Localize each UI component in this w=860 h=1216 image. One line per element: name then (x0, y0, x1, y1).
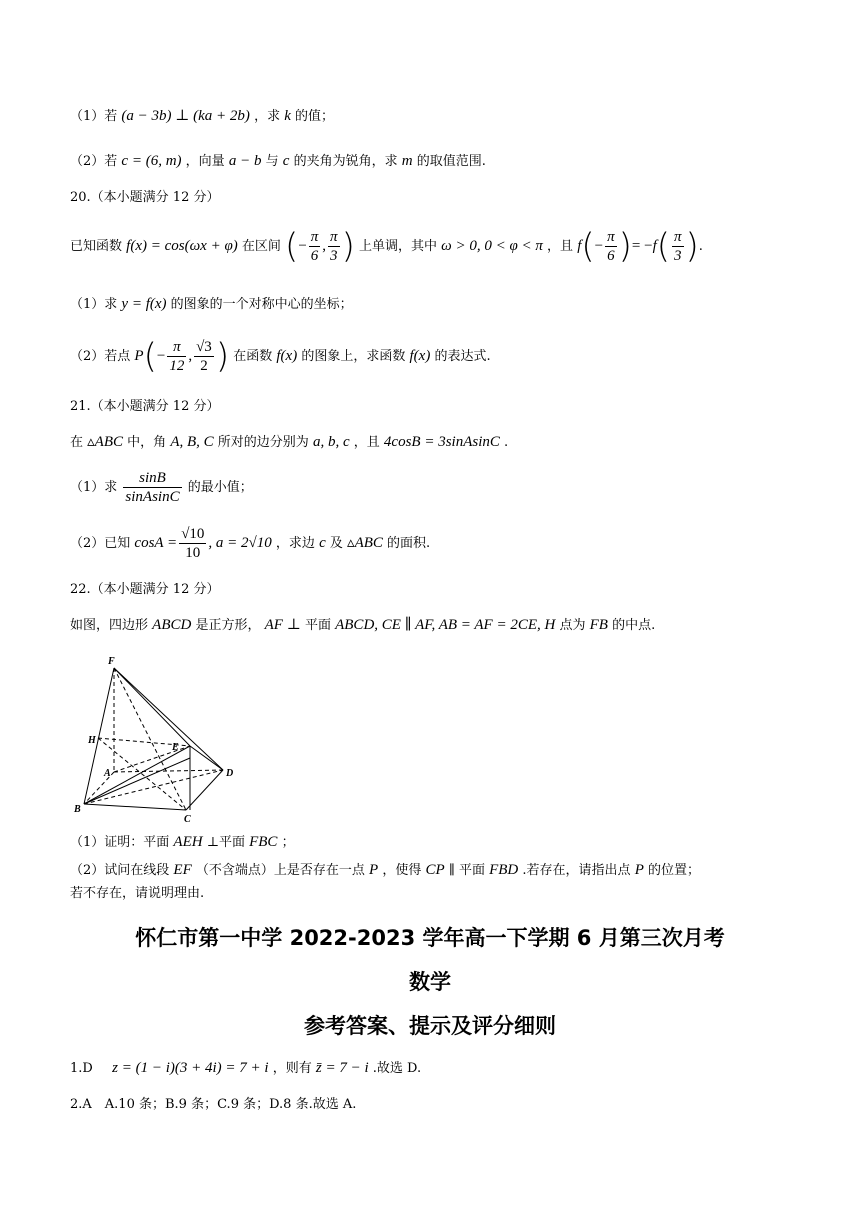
q22-stem: 如图，四边形 ABCD 是正方形， AF ⊥ 平面 ABCD, CE ∥ AF, AB = AF = 2CE, H 点为 FB 的中点. (70, 617, 656, 633)
label-E: E (172, 742, 179, 753)
label-F: F (108, 656, 115, 667)
label-D: D (226, 768, 234, 779)
q22-part1: （1）证明：平面 AEH ⊥平面 FBC ； (70, 834, 295, 850)
q19-part1: （1）若 (a − 3b) ⊥ (ka + 2b) ，求 k 的值； (70, 108, 335, 124)
q21-header: 21.（本小题满分 12 分） (70, 399, 220, 414)
q22-part2: （2）试问在线段 EF （不含端点）上是否存在一点 P ，使得 CP ∥ 平面 FBD .若存在，请指出点 P 的位置； (70, 862, 701, 878)
q20-part2: （2）若点 P(− $\frac{\pi}{12}$ , $\frac{√3}{2}$ ) 在函数 f(x) 的图象上，求函数 f(x) 的表达式. (70, 336, 491, 377)
q20-part1: （1）求 y = f(x) 的图象的一个对称中心的坐标； (70, 296, 353, 312)
answers-subject: 数学 (409, 970, 451, 994)
q19-part2: （2）若 c = (6, m) ，向量 a − b 与 c 的夹角为锐角，求 m 的取值范围. (70, 153, 486, 169)
q21-stem: 在 ▵ABC 中，角 A, B, C 所对的边分别为 a, b, c ，且 4cosB = 3sinAsinC . (70, 434, 509, 450)
q21-part1: （1）求 $\frac{\sin B}{\text{sinAsinC}}$ 的最小值； (70, 470, 253, 505)
q20-header: 20.（本小题满分 12 分） (70, 190, 220, 205)
label-A: A (104, 768, 111, 779)
answer-1: 1.D z = (1 − i)(3 + 4i) = 7 + i ，则有 z̄ = 7 − i .故选 D. (70, 1060, 422, 1076)
label-B: B (74, 804, 81, 815)
answers-subtitle: 参考答案、提示及评分细则 (304, 1014, 556, 1038)
label-H: H (88, 735, 96, 746)
q19-p1-expression: (a − 3b) ⊥ (ka + 2b) (121, 108, 250, 124)
q20-stem: 已知函数 f(x) = cos(ωx + φ) 在区间 (− $\frac{\pi}{6}$ , $\frac{\pi}{3}$ ) 上单调，其中 ω > 0, 0 < φ < π ，且 f(− $\frac{\pi}{6}$ )= −f( $\frac{\pi}{3}$ ). (70, 226, 703, 267)
answer-2: 2.A A.10 条；B.9 条；C.9 条；D.8 条.故选 A. (70, 1097, 357, 1112)
q22-part2-cont: 若不存在，请说明理由. (70, 886, 205, 901)
geometry-figure (68, 652, 248, 824)
q21-part2: （2）已知 cosA = $\frac{√10}{10}$ , a = 2√10 ，求边 c 及 ▵ABC 的面积. (70, 526, 431, 561)
q22-header: 22.（本小题满分 12 分） (70, 582, 220, 597)
answers-title: 怀仁市第一中学 2022-2023 学年高一下学期 6 月第三次月考 (135, 926, 725, 950)
label-C: C (184, 814, 191, 824)
